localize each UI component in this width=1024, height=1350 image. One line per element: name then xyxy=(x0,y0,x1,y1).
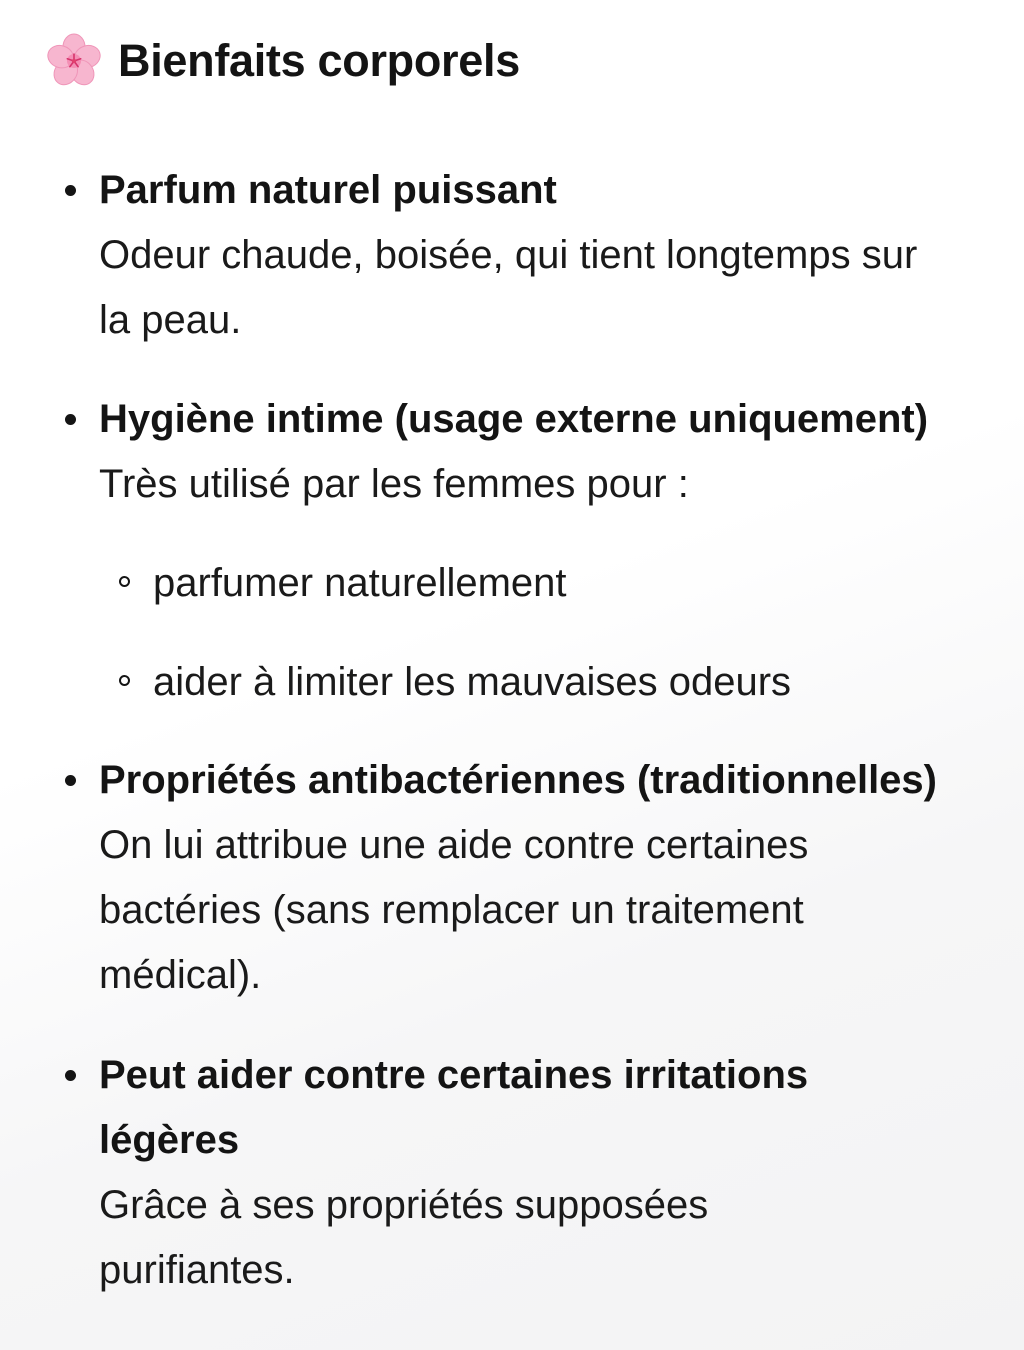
sub-list-item xyxy=(153,551,567,616)
item-description: Odeur chaude, boisée, qui tient longtemps sur la peau. xyxy=(99,233,918,342)
item-description: On lui attribue une aide contre certaines bactéries (sans remplacer un traitement médical). xyxy=(99,823,809,997)
bullet-icon xyxy=(65,414,76,425)
item-title: Hygiène intime (usage externe uniquement) xyxy=(99,397,929,441)
sub-item-text: parfumer naturellement xyxy=(153,561,567,605)
list-item xyxy=(99,748,999,1008)
item-title: Parfum naturel puissant xyxy=(99,168,557,212)
circle-bullet-icon xyxy=(119,675,130,686)
list-item xyxy=(99,1043,999,1303)
bullet-icon xyxy=(65,775,76,786)
list-item xyxy=(99,158,999,353)
circle-bullet-icon xyxy=(119,576,130,587)
bullet-icon xyxy=(65,185,76,196)
item-description: Grâce à ses propriétés supposées purifiantes. xyxy=(99,1183,709,1292)
item-description: Très utilisé par les femmes pour : xyxy=(99,462,689,506)
bullet-icon xyxy=(65,1070,76,1081)
item-title: Propriétés antibactériennes (traditionnelles) xyxy=(99,758,937,802)
sub-list-item xyxy=(153,650,791,715)
section-heading xyxy=(46,30,520,92)
list-item xyxy=(99,387,999,517)
item-title: Peut aider contre certaines irritations légères xyxy=(99,1053,809,1162)
cherry-blossom-icon xyxy=(46,33,102,89)
sub-item-text: aider à limiter les mauvaises odeurs xyxy=(153,660,792,704)
page-title: Bienfaits corporels xyxy=(118,35,520,86)
